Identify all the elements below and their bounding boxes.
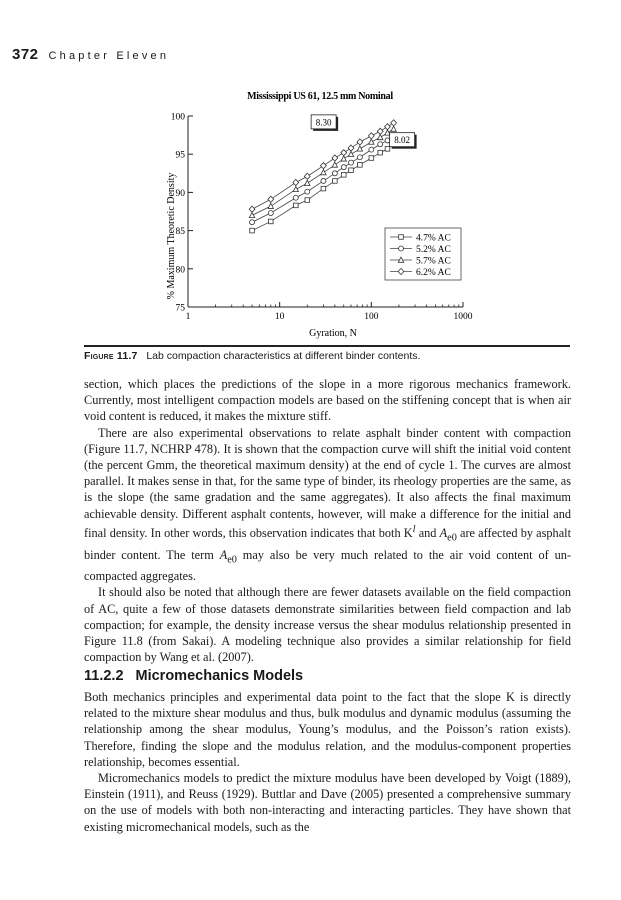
- data-point: [332, 155, 338, 161]
- data-point: [341, 150, 347, 156]
- data-point: [377, 128, 383, 134]
- data-point: [321, 163, 327, 169]
- series-3: [249, 120, 396, 213]
- data-point: [321, 170, 326, 175]
- body-text: [84, 376, 571, 665]
- section-title: Micromechanics Models: [135, 668, 304, 684]
- data-point: [369, 147, 374, 152]
- data-point: [249, 212, 254, 217]
- paragraph: It should also be noted that although there are fewer datasets available on the field compaction of AC, quite a few of those datasets demonstrate similarities between field compaction and lab compaction; for example, the density increase versus the shear modulus relationship presented in Figure 11.8 (from Sakai). A modeling technique also provides a similar relationship for field compaction by Wang et al. (2007).: [84, 585, 571, 665]
- legend-label: 5.7% AC: [416, 256, 451, 267]
- chart-legend: [385, 228, 461, 280]
- legend-marker: [399, 246, 404, 251]
- data-point: [293, 195, 298, 200]
- chart-series: [249, 120, 396, 233]
- section-heading: [84, 668, 303, 684]
- data-point: [358, 163, 363, 168]
- annotation-text: 8.30: [315, 117, 332, 128]
- chart-axes: [171, 113, 473, 323]
- data-point: [391, 126, 396, 131]
- paragraph: Both mechanics principles and experimental data point to the fact that the slope K is directly related to the mixture shear modulus and thus, bulk modulus and dynamic modulus (assuming the relationship among the shear modulus, Young’s modulus, and the Poisson’s ration exists). Therefore, finding the slope and the modulus relation, and the modulus-component properties relationship, becomes essential.: [84, 690, 571, 769]
- data-point: [341, 156, 346, 161]
- data-point: [293, 186, 298, 191]
- series-2: [249, 126, 396, 218]
- data-point: [341, 165, 346, 170]
- figure-label: Figure 11.7: [84, 350, 138, 362]
- data-point: [378, 150, 383, 155]
- data-point: [349, 168, 354, 173]
- data-point: [378, 142, 383, 147]
- paragraph: section, which places the predictions of the slope in a more rigorous mechanics framework. Currently, most intelligent compaction models are based on the stiffening concept that is when air void content is reduced, it makes the mixture stiff.: [84, 377, 571, 424]
- legend-label: 5.2% AC: [416, 245, 451, 255]
- data-point: [305, 198, 310, 203]
- x-tick-label: 10: [274, 312, 285, 322]
- x-tick-label: 100: [364, 312, 379, 322]
- figure-caption: [84, 350, 420, 362]
- x-tick-label: 1: [185, 312, 191, 322]
- y-tick-label: 80: [175, 265, 185, 276]
- series-1: [250, 133, 397, 224]
- series-0: [250, 142, 396, 233]
- data-point: [385, 124, 391, 130]
- legend-marker: [399, 235, 404, 240]
- slope-annotation: [390, 133, 417, 149]
- section-number: 11.2.2: [84, 668, 124, 684]
- data-point: [369, 156, 374, 161]
- data-point: [268, 211, 273, 216]
- paragraph: There are also experimental observations to relate asphalt binder content with compaction (Figure 11.7, NCHRP 478). It is shown that the compaction curve will shift the initial void content (the percent Gmm, the theoretical maximum density) at the end of cycle 1. The curves are almost parallel. It makes sense in that, for the same type of binder, its rheology properties are the same, as is the slope (the same gradation and the same aggregates). It also affects the final maximum achievable density. Different asphalt contents, however, will make a difference for the initial and final density. In other words, this observation indicates that both $K^l$ and $A_{e0}$ are affected by asphalt binder content. The term $A_{e0}$ may also be very much related to the air void content of un-compacted aggregates.: [84, 425, 571, 584]
- y-tick-label: 85: [175, 227, 185, 238]
- data-point: [249, 206, 255, 212]
- x-tick-label: 1000: [453, 312, 473, 322]
- chart-title: Mississippi US 61, 12.5 mm Nominal: [247, 91, 393, 102]
- data-point: [357, 155, 362, 160]
- data-point: [348, 145, 354, 151]
- compaction-chart: [150, 86, 490, 341]
- data-point: [368, 133, 374, 139]
- y-axis-label: % Maximum Theoretic Density: [166, 172, 177, 300]
- data-point: [293, 179, 299, 185]
- data-point: [348, 151, 353, 156]
- data-point: [332, 171, 337, 176]
- data-point: [304, 173, 310, 179]
- running-header: [12, 46, 169, 64]
- y-tick-label: 100: [170, 112, 185, 123]
- data-point: [305, 180, 310, 185]
- data-point: [341, 173, 346, 178]
- data-point: [294, 203, 299, 208]
- annotation-text: 8.02: [394, 135, 410, 146]
- y-tick-label: 95: [175, 150, 185, 161]
- legend-label: 6.2% AC: [416, 268, 451, 278]
- data-point: [321, 186, 326, 191]
- figure-caption-text: Lab compaction characteristics at different binder contents.: [146, 350, 421, 362]
- y-tick-label: 75: [175, 303, 185, 314]
- body-text-section: [84, 689, 571, 835]
- legend-label: 4.7% AC: [416, 233, 451, 244]
- data-point: [268, 203, 273, 208]
- data-point: [378, 134, 383, 139]
- data-point: [250, 220, 255, 225]
- data-point: [369, 139, 374, 144]
- data-point: [305, 189, 310, 194]
- data-point: [321, 178, 326, 183]
- slope-annotation: [311, 115, 338, 131]
- data-point: [250, 228, 255, 233]
- data-point: [332, 162, 337, 167]
- paragraph: Micromechanics models to predict the mixture modulus have been developed by Voigt (1889), Einstein (1911), and Reuss (1929). Buttlar and Dave (2005) presented a comprehensive summary on the use of models with both non-interacting and interacting particles. They have shown that existing micromechanical models, such as the: [84, 771, 571, 834]
- data-point: [385, 147, 390, 152]
- y-tick-label: 90: [175, 188, 185, 199]
- chart-annotations: [311, 115, 416, 149]
- caption-rule: [84, 345, 570, 347]
- data-point: [357, 146, 362, 151]
- data-point: [391, 120, 397, 126]
- data-point: [333, 179, 338, 184]
- chapter-title: Chapter Eleven: [48, 50, 170, 62]
- data-point: [268, 219, 273, 224]
- data-point: [348, 160, 353, 165]
- x-axis-label: Gyration, N: [309, 328, 357, 339]
- data-point: [357, 139, 363, 145]
- page-number: 372: [12, 46, 39, 63]
- data-point: [268, 196, 274, 202]
